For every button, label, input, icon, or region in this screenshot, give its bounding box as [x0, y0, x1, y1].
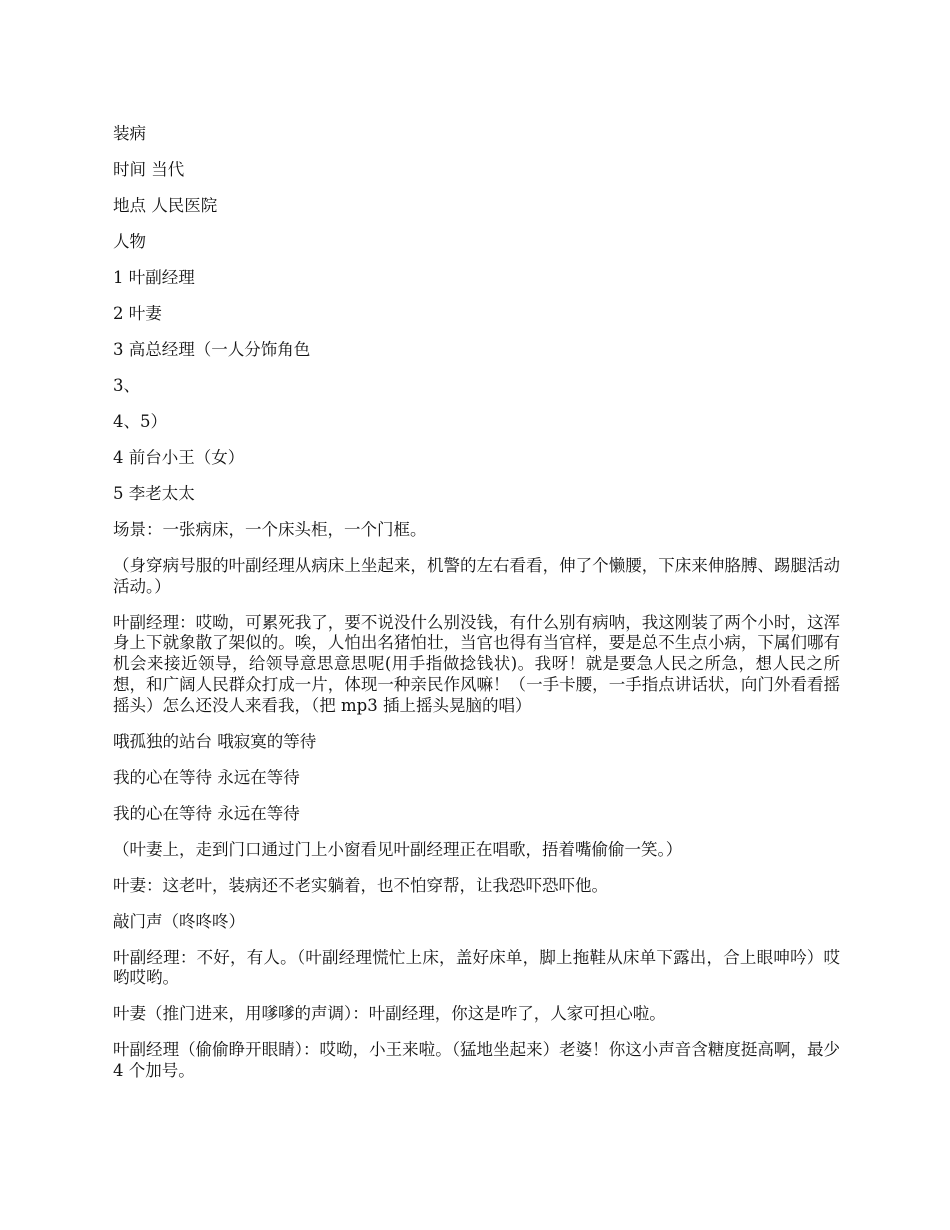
script-title: 装病 — [113, 124, 146, 143]
characters-heading: 人物 — [113, 231, 146, 251]
dialogue-paragraph: 叶副经理：不好，有人。（叶副经理慌忙上床，盖好床单，脚上拖鞋从床单下露出，合上眼呻吟）哎哟哎哟。 — [113, 947, 840, 988]
song-lyric-line: 哦孤独的站台 哦寂寞的等待 — [113, 731, 317, 751]
song-lyric-line: 我的心在等待 永远在等待 — [113, 767, 300, 787]
character-item: 3 高总经理（一人分饰角色 — [113, 339, 311, 359]
dialogue-paragraph: 叶妻（推门进来，用嗲嗲的声调）：叶副经理，你这是咋了，人家可担心啦。 — [113, 1004, 666, 1024]
stage-direction: （叶妻上，走到门口通过门上小窗看见叶副经理正在唱歌，捂着嘴偷偷一笑。） — [113, 839, 683, 859]
character-item: 5 李老太太 — [113, 483, 195, 503]
character-item: 2 叶妻 — [113, 303, 162, 323]
character-item: 4 前台小王（女） — [113, 447, 245, 467]
dialogue-paragraph: 叶妻：这老叶，装病还不老实躺着，也不怕穿帮，让我恐吓恐吓他。 — [113, 875, 608, 895]
dialogue-paragraph: 叶副经理（偷偷睁开眼睛）：哎呦，小王来啦。（猛地坐起来）老婆！你这小声音含糖度挺高啊，最少 4 个加号。 — [113, 1040, 840, 1081]
character-item: 4、5） — [113, 411, 167, 431]
song-lyric-line: 我的心在等待 永远在等待 — [113, 803, 300, 823]
stage-direction: （身穿病号服的叶副经理从病床上坐起来，机警的左右看看，伸了个懒腰，下床来伸胳膊、踢腿活动活动。） — [113, 555, 840, 596]
character-item: 1 叶副经理 — [113, 267, 195, 287]
location-line: 地点 人民医院 — [113, 195, 218, 215]
sound-effect-line: 敲门声（咚咚咚） — [113, 911, 245, 931]
scene-description: 场景：一张病床，一个床头柜，一个门框。 — [113, 519, 427, 539]
character-item: 3、 — [113, 375, 140, 395]
dialogue-paragraph: 叶副经理：哎呦，可累死我了，要不说没什么别没钱，有什么别有病呐，我这刚装了两个小时，这浑身上下就象散了架似的。唉，人怕出名猪怕壮，当官也得有当官样，要是总不生点小病，下属们哪有机会来接近领导，给领导意思意思呢(用手指做捻钱状)。我呀！就是要急人民之所急，想人民之所想，和广阔人民群众打成一片，体现一种亲民作风嘛！（一手卡腰，一手指点讲话状，向门外看看摇摇头）怎么还没人来看我，（把 mp3 插上摇头晃脑的唱） — [113, 612, 840, 715]
time-line: 时间 当代 — [113, 159, 185, 179]
document-page — [113, 124, 840, 1097]
